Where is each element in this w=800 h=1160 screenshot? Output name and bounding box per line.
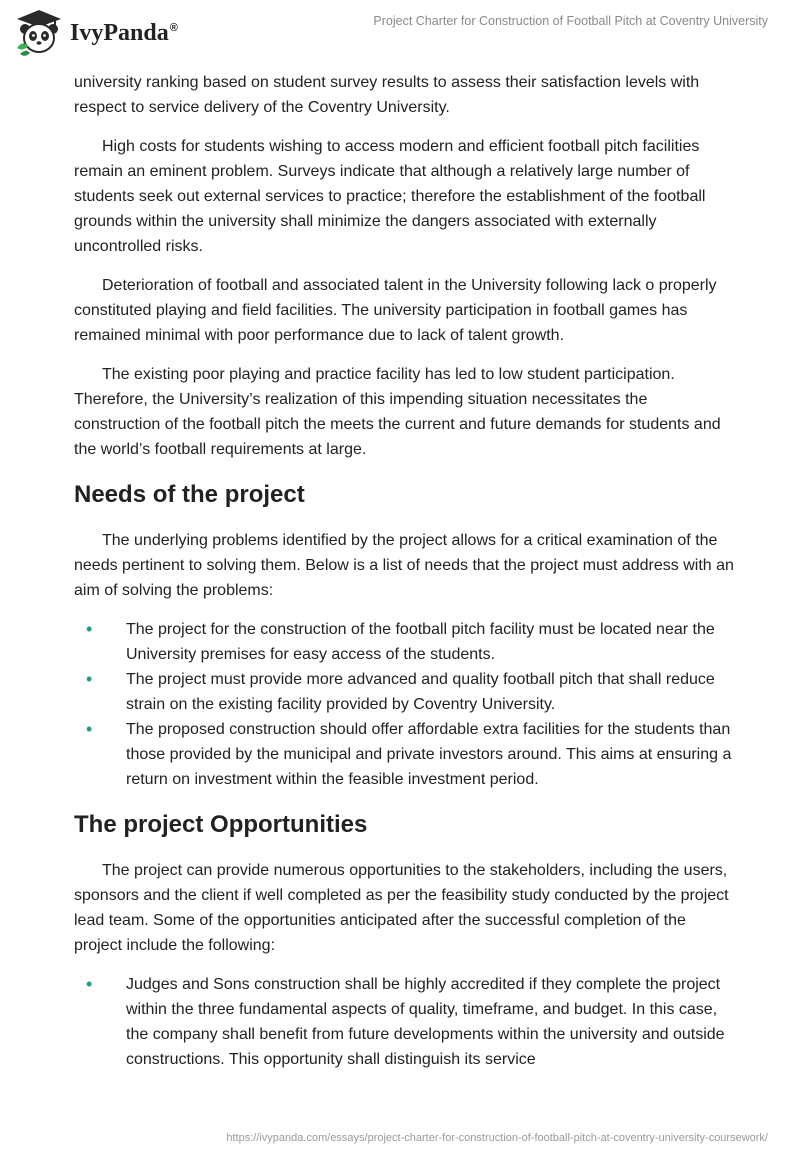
needs-list bbox=[74, 617, 734, 792]
bullet-icon: • bbox=[86, 974, 93, 994]
bullet-icon: • bbox=[86, 719, 93, 739]
intro-paragraph-4: The existing poor playing and practice facility has led to low student participation. Therefore, the University’s realization of this impending situation necessitates the construction of the football pitch the meets the current and future demands for students and the world’s football requirements at large. bbox=[74, 366, 721, 458]
needs-heading: Needs of the project bbox=[74, 481, 305, 508]
bullet-icon: • bbox=[86, 619, 93, 639]
list-item: • Judges and Sons construction shall be highly accredited if they complete the project within the three fundamental aspects of quality, timeframe, and budget. In this case, the company shall benefit from future developments within the university and outside constructions. This opportunity shall distinguish its service bbox=[86, 974, 725, 1068]
opportunities-heading: The project Opportunities bbox=[74, 811, 368, 838]
list-item: • The proposed construction should offer affordable extra facilities for the students than those provided by the municipal and private investors around. This aims at ensuring a return on investment within the feasible investment period. bbox=[86, 719, 732, 788]
bullet-icon: • bbox=[86, 669, 93, 689]
brand-name: IvyPanda® bbox=[70, 19, 178, 46]
source-url-link[interactable]: https://ivypanda.com/essays/project-charter-for-construction-of-football-pitch-at-coventry-university-coursework/ bbox=[226, 1132, 768, 1144]
essay-body bbox=[74, 70, 734, 1090]
opportunities-list bbox=[74, 972, 734, 1072]
list-item: • The project must provide more advanced and quality football pitch that shall reduce strain on the existing facility provided by Coventry University. bbox=[86, 669, 715, 713]
intro-paragraph-1: university ranking based on student survey results to assess their satisfaction levels with respect to service delivery of the Coventry University. bbox=[74, 74, 700, 116]
document-title: Project Charter for Construction of Football Pitch at Coventry University bbox=[373, 14, 768, 28]
opportunities-paragraph: The project can provide numerous opportunities to the stakeholders, including the users, sponsors and the client if well completed as per the feasibility study conducted by the project lead team. Some of the opportunities anticipated after the successful completion of the project include the following: bbox=[74, 862, 729, 954]
list-item: • The project for the construction of the football pitch facility must be located near the University premises for easy access of the students. bbox=[86, 619, 715, 663]
page-header bbox=[0, 0, 800, 70]
panda-graduate-icon bbox=[14, 8, 64, 56]
intro-paragraph-3: Deterioration of football and associated talent in the University following lack o properly constituted playing and field facilities. The university participation in football games has remained minimal with poor performance due to lack of talent growth. bbox=[74, 277, 717, 344]
needs-paragraph: The underlying problems identified by the project allows for a critical examination of the needs pertinent to solving them. Below is a list of needs that the project must address with an aim of solving the problems: bbox=[74, 532, 734, 599]
ivypanda-logo[interactable] bbox=[14, 8, 178, 56]
intro-paragraph-2: High costs for students wishing to access modern and efficient football pitch facilities remain an eminent problem. Surveys indicate that although a relatively large number of students seek out external services to practice; therefore the establishment of the football grounds within the university shall minimize the dangers associated with externally uncontrolled risks. bbox=[74, 138, 706, 255]
